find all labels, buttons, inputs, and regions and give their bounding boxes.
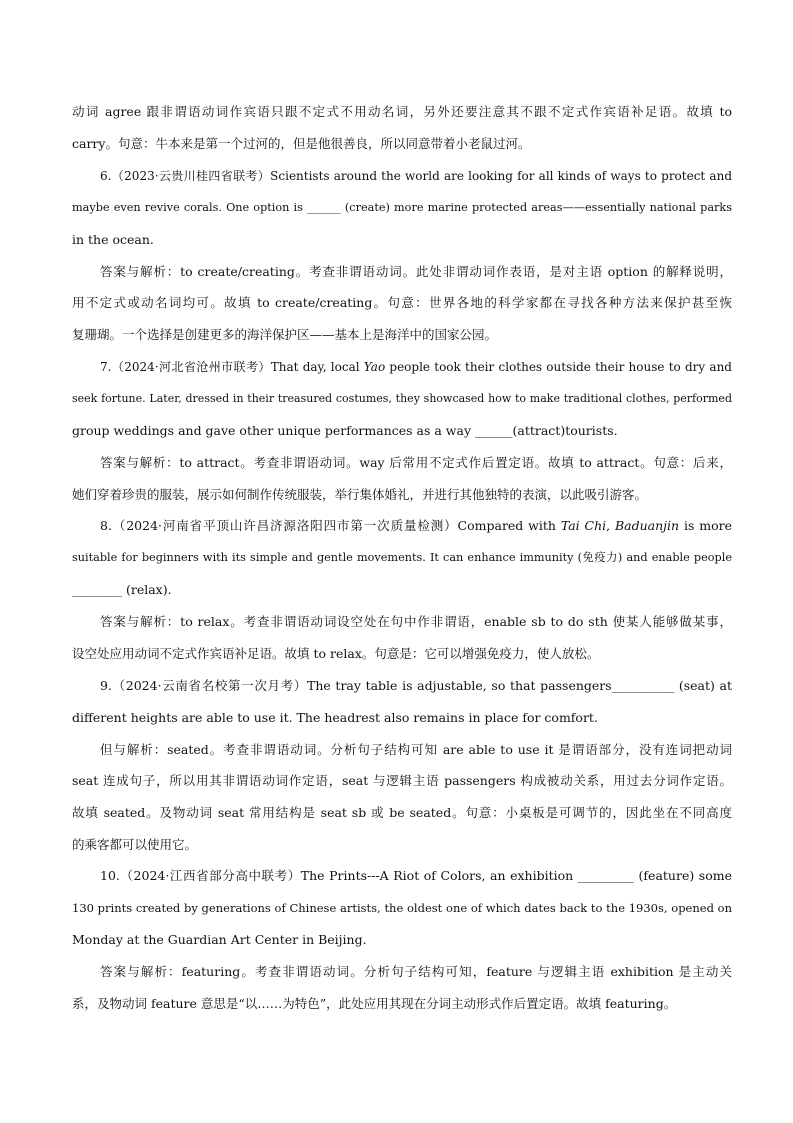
answer-9-line: 但与解析：seated。考查非谓语动词。分析句子结构可知 are able to use it 是谓语部分，没有连词把动词 (100, 742, 732, 757)
answer-7-line: 她们穿着珍贵的服装，展示如何制作传统服装，举行集体婚礼，并进行其他独特的表演，以此吸引游客。 (72, 487, 648, 502)
answer-7-line: 答案与解析：to attract。考查非谓语动词。way 后常用不定式作后置定语。故填 to attract。句意：后来， (100, 455, 732, 470)
question-10-line: 10.（2024·江西省部分高中联考）The Prints---A Riot of Colors, an exhibition _________ (feature) some (100, 868, 732, 883)
answer-10-line: 答案与解析：featuring。考查非谓语动词。分析句子结构可知，feature 与逻辑主语 exhibition 是主动关 (100, 964, 732, 979)
answer-6-line: 用不定式或动名词均可。故填 to create/creating。句意：世界各地的科学家都在寻找各种方法来保护甚至恢 (72, 295, 732, 310)
question-7-line: group weddings and gave other unique performances as a way ______(attract)tourists. (72, 423, 618, 438)
question-6-line: in the ocean. (72, 232, 154, 247)
answer-9-line: 故填 seated。及物动词 seat 常用结构是 seat sb 或 be seated。句意：小桌板是可调节的，因此坐在不同高度 (72, 805, 732, 820)
question-8-line: 8.（2024·河南省平顶山许昌济源洛阳四市第一次质量检测）Compared with Tai Chi, Baduanjin is more (100, 518, 732, 533)
question-8-line: suitable for beginners with its simple and gentle movements. It can enhance immunity (免疫力) and enable people (72, 551, 732, 564)
answer-6-line: 复珊瑚。一个选择是创建更多的海洋保护区——基本上是海洋中的国家公园。 (72, 327, 498, 342)
text-line: 动词 agree 跟非谓语动词作宾语只跟不定式不用动名词，另外还要注意其不跟不定式作宾语补足语。故填 to (72, 104, 732, 119)
answer-9-line: 的乘客都可以使用它。 (72, 837, 198, 852)
question-9-line: 9.（2024·云南省名校第一次月考）The tray table is adjustable, so that passengers__________ (seat) at (100, 678, 732, 693)
answer-6-line: 答案与解析：to create/creating。考查非谓语动词。此处非谓动词作表语，是对主语 option 的解释说明， (100, 264, 732, 279)
question-7-line: 7.（2024·河北省沧州市联考）That day, local Yao people took their clothes outside their house to dry and (100, 360, 732, 374)
answer-8-line: 答案与解析：to relax。考查非谓语动词设空处在句中作非谓语，enable sb to do sth 使某人能够做某事， (100, 614, 732, 629)
text-line: carry。句意：牛本来是第一个过河的，但是他很善良，所以同意带着小老鼠过河。 (72, 136, 531, 151)
answer-9-line: seat 连成句子，所以用其非谓语动词作定语，seat 与逻辑主语 passengers 构成被动关系，用过去分词作定语。 (72, 773, 732, 788)
question-6-line: maybe even revive corals. One option is ______ (create) more marine protected areas——essentially national parks (72, 201, 732, 214)
question-10-line: Monday at the Guardian Art Center in Beijing. (72, 932, 367, 947)
question-9-line: different heights are able to use it. The headrest also remains in place for comfort. (72, 710, 598, 725)
question-6-line: 6.（2023·云贵川桂四省联考）Scientists around the world are looking for all kinds of ways to protect and (100, 169, 732, 183)
answer-10-line: 系，及物动词 feature 意思是“以……为特色”，此处应用其现在分词主动形式作后置定语。故填 featuring。 (72, 996, 677, 1011)
answer-8-line: 设空处应用动词不定式作宾语补足语。故填 to relax。句意是：它可以增强免疫力，使人放松。 (72, 646, 600, 661)
question-10-line: 130 prints created by generations of Chinese artists, the oldest one of which dates back to the 1930s, opened on (72, 901, 732, 915)
question-7-line: seek fortune. Later, dressed in their treasured costumes, they showcased how to make traditional clothes, performed (72, 392, 732, 405)
question-8-line: ________ (relax). (72, 582, 172, 597)
